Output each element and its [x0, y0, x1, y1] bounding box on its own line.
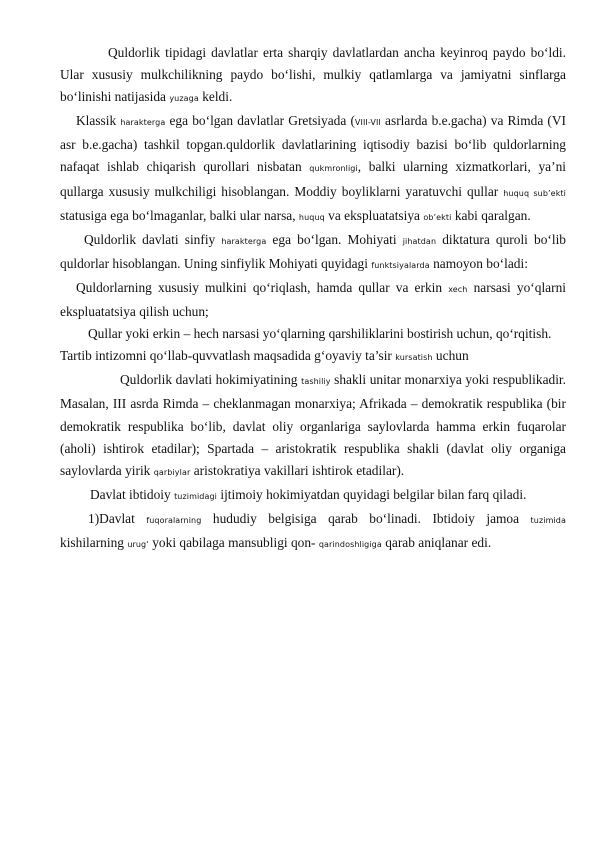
text-run: kishilarning — [60, 534, 128, 550]
small-inline-word: xech — [448, 284, 468, 294]
small-inline-word: huquq — [298, 212, 325, 222]
small-inline-word: harakterga — [221, 236, 267, 246]
paragraph — [60, 345, 566, 369]
text-run: ega bo‘lgan davlatlar Gretsiyada ( — [165, 113, 355, 129]
small-inline-word: ob’ekti — [423, 212, 452, 222]
text-run: ijtimoiy hokimiyatdan quyidagi belgilar bilan farq qiladi. — [217, 486, 527, 502]
small-inline-word: qarbiylar — [153, 467, 191, 477]
text-run: Tartib intizomni qo‘llab-quvvatlash maqsadida g‘oyaviy ta’sir — [60, 348, 396, 364]
small-inline-word: yuzaga — [169, 94, 199, 104]
paragraph — [60, 110, 566, 228]
small-inline-word: VIII-VII — [354, 118, 381, 128]
small-inline-word: tuzimidagi — [174, 491, 217, 501]
text-run: yoki qabilaga mansubligi qon- — [148, 534, 319, 550]
small-inline-word: harakterga — [120, 118, 166, 128]
small-inline-word: jihatdan — [402, 236, 437, 246]
text-run: Quldorlarning xususiy mulkini qo‘riqlash, hamda qullar va erkin — [76, 279, 449, 295]
text-run: hududiy belgisiga qarab bo‘linadi. Ibtidoiy jamoa — [201, 510, 531, 526]
text-run: narsasi yo‘qlarni ekspluatatsiya qilish uchun; — [60, 279, 566, 320]
small-inline-word: fuqoralarning — [146, 515, 202, 525]
text-run: qarab aniqlanar edi. — [381, 534, 492, 550]
text-run: ega bo‘lgan. Mohiyati — [266, 231, 403, 247]
small-inline-word: huquq sub’ekti — [503, 188, 566, 198]
text-run: Davlat ibtidoiy — [90, 486, 175, 502]
text-run: aristokratiya vakillari ishtirok etadilar). — [190, 462, 405, 478]
text-run: Quldorlik tipidagi davlatlar erta sharqiy davlatlardan ancha keyinroq paydo bo‘ldi. Ular xususiy mulkchilikning paydo bo‘lishi, mulkiy qatlamlarga va jamiyatni sinflarga bo‘linishi natijasida — [60, 45, 566, 105]
text-run: asrlarda b.e.gacha) va Rimda (VI asr b.e.gacha) tashkil topgan.quldorlik davlatlarining iqtisodiy bazisi bo‘lib quldorlarning nafaqat ishlab chiqarish qurollari nisbatan — [60, 113, 567, 175]
text-run: kabi qaralgan. — [451, 207, 531, 223]
text-run: Quldorlik davlati hokimiyatining — [120, 372, 302, 388]
small-inline-word: qukmronligi — [309, 164, 358, 174]
text-run: Quldorlik davlati sinfiy — [84, 231, 222, 247]
paragraph — [60, 508, 566, 556]
text-run: statusiga ega bo‘lmaganlar, balki ular narsa, — [60, 207, 299, 223]
small-inline-word: qarindoshligiga — [318, 539, 382, 549]
small-inline-word: tashiliy — [301, 377, 331, 387]
text-run: shakli unitar monarxiya yoki respublikadir. Masalan, III asrda Rimda – cheklanmagan monarxiya; Afrikada – demokratik respublika (bir demokratik respublika bo‘lib, davlat oliy organlariga saylovlarda hamma erkin fuqarolar (aholi) ishtirok etadilar); Spartada – aristokratik respublika shakli (davlat oliy organiga saylovlarda yirik — [60, 372, 566, 478]
text-run: diktatura quroli bo‘lib quldorlar hisoblangan. Uning sinfiylik Mohiyati quyidagi — [60, 231, 566, 271]
text-run: Klassik — [76, 113, 121, 129]
small-inline-word: urug‘ — [127, 539, 149, 549]
paragraph — [60, 484, 566, 508]
paragraph — [60, 323, 566, 345]
small-inline-word: kursatish — [395, 353, 433, 363]
text-run: Qullar yoki erkin – hech narsasi yo‘qlarning qarshiliklarini bostirish uchun, qo‘rqitish. — [88, 326, 552, 342]
small-inline-word: tuzimida — [530, 515, 566, 525]
text-run: keldi. — [198, 89, 233, 105]
text-run: va ekspluatatsiya — [324, 207, 424, 223]
small-inline-word: funktsiyalarda — [371, 260, 430, 270]
paragraph — [60, 369, 566, 483]
text-run: 1)Davlat — [88, 510, 147, 526]
paragraph — [60, 42, 566, 110]
text-run: uchun — [432, 348, 469, 364]
paragraph — [60, 277, 566, 323]
text-run: , balki ularning xizmatkorlari, ya’ni qullarga xususiy mulkchiligi hisoblangan. Moddiy boyliklarni yaratuvchi qullar — [60, 159, 566, 199]
paragraph — [60, 229, 566, 277]
text-run: namoyon bo‘ladi: — [429, 255, 528, 271]
